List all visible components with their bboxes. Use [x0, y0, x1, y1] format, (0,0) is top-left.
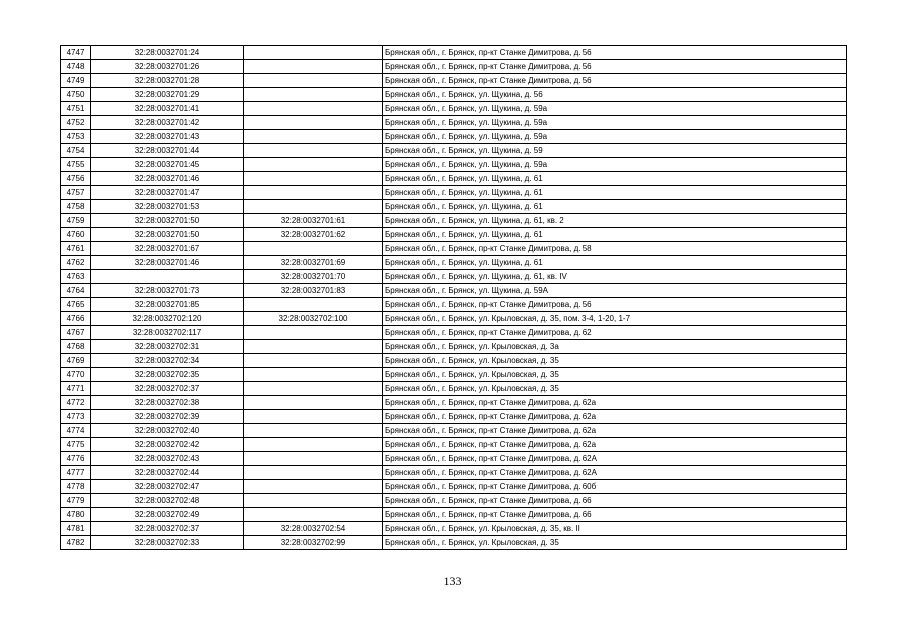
registry-table	[60, 45, 847, 550]
parent-cadastral-number-cell	[244, 452, 383, 466]
table-row	[61, 74, 847, 88]
parent-cadastral-number-cell	[244, 340, 383, 354]
parent-cadastral-number-cell: 32:28:0032702:54	[244, 522, 383, 536]
row-number-cell: 4769	[61, 354, 91, 368]
row-number-cell: 4752	[61, 116, 91, 130]
row-number-cell: 4764	[61, 284, 91, 298]
row-number-cell: 4749	[61, 74, 91, 88]
address-cell: Брянская обл., г. Брянск, пр-кт Станке Димитрова, д. 62а	[383, 396, 847, 410]
parent-cadastral-number-cell	[244, 130, 383, 144]
row-number-cell: 4766	[61, 312, 91, 326]
row-number-cell: 4776	[61, 452, 91, 466]
parent-cadastral-number-cell: 32:28:0032702:100	[244, 312, 383, 326]
parent-cadastral-number-cell	[244, 298, 383, 312]
address-cell: Брянская обл., г. Брянск, пр-кт Станке Димитрова, д. 56	[383, 60, 847, 74]
row-number-cell: 4758	[61, 200, 91, 214]
cadastral-number-cell: 32:28:0032702:42	[91, 438, 244, 452]
table-row	[61, 382, 847, 396]
cadastral-number-cell: 32:28:0032701:44	[91, 144, 244, 158]
parent-cadastral-number-cell	[244, 326, 383, 340]
parent-cadastral-number-cell	[244, 116, 383, 130]
cadastral-number-cell: 32:28:0032702:47	[91, 480, 244, 494]
table-row	[61, 424, 847, 438]
cadastral-number-cell: 32:28:0032701:42	[91, 116, 244, 130]
row-number-cell: 4780	[61, 508, 91, 522]
table-row	[61, 354, 847, 368]
row-number-cell: 4753	[61, 130, 91, 144]
table-row	[61, 466, 847, 480]
cadastral-number-cell: 32:28:0032701:46	[91, 172, 244, 186]
row-number-cell: 4779	[61, 494, 91, 508]
parent-cadastral-number-cell	[244, 354, 383, 368]
address-cell: Брянская обл., г. Брянск, ул. Щукина, д. 61	[383, 172, 847, 186]
parent-cadastral-number-cell: 32:28:0032701:83	[244, 284, 383, 298]
address-cell: Брянская обл., г. Брянск, пр-кт Станке Димитрова, д. 66	[383, 508, 847, 522]
row-number-cell: 4760	[61, 228, 91, 242]
address-cell: Брянская обл., г. Брянск, ул. Щукина, д. 56	[383, 88, 847, 102]
address-cell: Брянская обл., г. Брянск, ул. Щукина, д. 59а	[383, 130, 847, 144]
parent-cadastral-number-cell	[244, 74, 383, 88]
table-row	[61, 200, 847, 214]
row-number-cell: 4759	[61, 214, 91, 228]
table-row	[61, 438, 847, 452]
parent-cadastral-number-cell	[244, 60, 383, 74]
address-cell: Брянская обл., г. Брянск, ул. Крыловская, д. 35	[383, 382, 847, 396]
table-row	[61, 102, 847, 116]
row-number-cell: 4781	[61, 522, 91, 536]
row-number-cell: 4768	[61, 340, 91, 354]
table-row	[61, 536, 847, 550]
address-cell: Брянская обл., г. Брянск, ул. Щукина, д. 59А	[383, 284, 847, 298]
table-row	[61, 508, 847, 522]
parent-cadastral-number-cell	[244, 88, 383, 102]
address-cell: Брянская обл., г. Брянск, ул. Щукина, д. 61	[383, 228, 847, 242]
cadastral-number-cell: 32:28:0032701:67	[91, 242, 244, 256]
cadastral-number-cell: 32:28:0032701:50	[91, 228, 244, 242]
cadastral-number-cell: 32:28:0032702:39	[91, 410, 244, 424]
cadastral-number-cell: 32:28:0032701:45	[91, 158, 244, 172]
table-row	[61, 46, 847, 60]
cadastral-number-cell: 32:28:0032701:26	[91, 60, 244, 74]
address-cell: Брянская обл., г. Брянск, ул. Щукина, д. 61	[383, 200, 847, 214]
address-cell: Брянская обл., г. Брянск, ул. Крыловская, д. 35	[383, 368, 847, 382]
address-cell: Брянская обл., г. Брянск, ул. Щукина, д. 59а	[383, 116, 847, 130]
address-cell: Брянская обл., г. Брянск, ул. Щукина, д. 61	[383, 256, 847, 270]
row-number-cell: 4775	[61, 438, 91, 452]
parent-cadastral-number-cell: 32:28:0032701:61	[244, 214, 383, 228]
address-cell: Брянская обл., г. Брянск, пр-кт Станке Димитрова, д. 62а	[383, 424, 847, 438]
address-cell: Брянская обл., г. Брянск, пр-кт Станке Димитрова, д. 62а	[383, 410, 847, 424]
row-number-cell: 4748	[61, 60, 91, 74]
row-number-cell: 4772	[61, 396, 91, 410]
registry-table-body	[61, 46, 847, 550]
table-row	[61, 158, 847, 172]
row-number-cell: 4770	[61, 368, 91, 382]
address-cell: Брянская обл., г. Брянск, пр-кт Станке Димитрова, д. 62	[383, 326, 847, 340]
parent-cadastral-number-cell	[244, 368, 383, 382]
table-row	[61, 130, 847, 144]
row-number-cell: 4747	[61, 46, 91, 60]
table-row	[61, 186, 847, 200]
cadastral-number-cell: 32:28:0032702:44	[91, 466, 244, 480]
table-row	[61, 242, 847, 256]
row-number-cell: 4762	[61, 256, 91, 270]
cadastral-number-cell: 32:28:0032702:38	[91, 396, 244, 410]
parent-cadastral-number-cell: 32:28:0032701:69	[244, 256, 383, 270]
address-cell: Брянская обл., г. Брянск, ул. Крыловская, д. 35, кв. II	[383, 522, 847, 536]
cadastral-number-cell: 32:28:0032702:34	[91, 354, 244, 368]
table-row	[61, 340, 847, 354]
address-cell: Брянская обл., г. Брянск, пр-кт Станке Димитрова, д. 62а	[383, 438, 847, 452]
cadastral-number-cell: 32:28:0032701:47	[91, 186, 244, 200]
parent-cadastral-number-cell	[244, 410, 383, 424]
row-number-cell: 4767	[61, 326, 91, 340]
cadastral-number-cell: 32:28:0032701:50	[91, 214, 244, 228]
address-cell: Брянская обл., г. Брянск, ул. Крыловская, д. 35, пом. 3-4, 1-20, 1-7	[383, 312, 847, 326]
table-row	[61, 172, 847, 186]
cadastral-number-cell: 32:28:0032701:46	[91, 256, 244, 270]
address-cell: Брянская обл., г. Брянск, пр-кт Станке Димитрова, д. 66	[383, 494, 847, 508]
cadastral-number-cell: 32:28:0032701:28	[91, 74, 244, 88]
table-row	[61, 270, 847, 284]
table-row	[61, 312, 847, 326]
cadastral-number-cell: 32:28:0032701:53	[91, 200, 244, 214]
table-row	[61, 284, 847, 298]
parent-cadastral-number-cell	[244, 424, 383, 438]
address-cell: Брянская обл., г. Брянск, ул. Крыловская, д. 35	[383, 354, 847, 368]
parent-cadastral-number-cell	[244, 144, 383, 158]
address-cell: Брянская обл., г. Брянск, пр-кт Станке Димитрова, д. 62А	[383, 466, 847, 480]
parent-cadastral-number-cell: 32:28:0032701:70	[244, 270, 383, 284]
row-number-cell: 4782	[61, 536, 91, 550]
cadastral-number-cell: 32:28:0032702:37	[91, 522, 244, 536]
parent-cadastral-number-cell: 32:28:0032702:99	[244, 536, 383, 550]
table-row	[61, 396, 847, 410]
row-number-cell: 4771	[61, 382, 91, 396]
address-cell: Брянская обл., г. Брянск, ул. Щукина, д. 61, кв. 2	[383, 214, 847, 228]
cadastral-number-cell: 32:28:0032702:33	[91, 536, 244, 550]
cadastral-number-cell: 32:28:0032701:73	[91, 284, 244, 298]
cadastral-number-cell: 32:28:0032701:43	[91, 130, 244, 144]
parent-cadastral-number-cell	[244, 508, 383, 522]
row-number-cell: 4774	[61, 424, 91, 438]
address-cell: Брянская обл., г. Брянск, ул. Крыловская, д. 3а	[383, 340, 847, 354]
parent-cadastral-number-cell	[244, 494, 383, 508]
cadastral-number-cell: 32:28:0032702:37	[91, 382, 244, 396]
table-row	[61, 88, 847, 102]
address-cell: Брянская обл., г. Брянск, пр-кт Станке Димитрова, д. 58	[383, 242, 847, 256]
parent-cadastral-number-cell	[244, 102, 383, 116]
table-row	[61, 116, 847, 130]
cadastral-number-cell: 32:28:0032702:49	[91, 508, 244, 522]
row-number-cell: 4756	[61, 172, 91, 186]
table-row	[61, 214, 847, 228]
parent-cadastral-number-cell	[244, 480, 383, 494]
table-row	[61, 410, 847, 424]
parent-cadastral-number-cell	[244, 172, 383, 186]
row-number-cell: 4755	[61, 158, 91, 172]
row-number-cell: 4778	[61, 480, 91, 494]
row-number-cell: 4777	[61, 466, 91, 480]
address-cell: Брянская обл., г. Брянск, ул. Щукина, д. 59	[383, 144, 847, 158]
table-row	[61, 60, 847, 74]
parent-cadastral-number-cell	[244, 158, 383, 172]
row-number-cell: 4773	[61, 410, 91, 424]
cadastral-number-cell: 32:28:0032701:41	[91, 102, 244, 116]
page-number: 133	[443, 574, 462, 588]
address-cell: Брянская обл., г. Брянск, ул. Крыловская, д. 35	[383, 536, 847, 550]
address-cell: Брянская обл., г. Брянск, ул. Щукина, д. 61, кв. IV	[383, 270, 847, 284]
address-cell: Брянская обл., г. Брянск, пр-кт Станке Димитрова, д. 56	[383, 46, 847, 60]
table-row	[61, 368, 847, 382]
table-row	[61, 494, 847, 508]
row-number-cell: 4754	[61, 144, 91, 158]
table-row	[61, 256, 847, 270]
address-cell: Брянская обл., г. Брянск, пр-кт Станке Димитрова, д. 62А	[383, 452, 847, 466]
address-cell: Брянская обл., г. Брянск, пр-кт Станке Димитрова, д. 56	[383, 298, 847, 312]
cadastral-number-cell: 32:28:0032701:24	[91, 46, 244, 60]
cadastral-number-cell: 32:28:0032702:31	[91, 340, 244, 354]
cadastral-number-cell: 32:28:0032702:117	[91, 326, 244, 340]
parent-cadastral-number-cell	[244, 46, 383, 60]
parent-cadastral-number-cell	[244, 186, 383, 200]
address-cell: Брянская обл., г. Брянск, пр-кт Станке Димитрова, д. 60б	[383, 480, 847, 494]
row-number-cell: 4765	[61, 298, 91, 312]
table-row	[61, 326, 847, 340]
table-row	[61, 522, 847, 536]
cadastral-number-cell: 32:28:0032702:40	[91, 424, 244, 438]
row-number-cell: 4761	[61, 242, 91, 256]
cadastral-number-cell: 32:28:0032702:35	[91, 368, 244, 382]
table-row	[61, 144, 847, 158]
row-number-cell: 4750	[61, 88, 91, 102]
address-cell: Брянская обл., г. Брянск, ул. Щукина, д. 61	[383, 186, 847, 200]
table-row	[61, 228, 847, 242]
table-row	[61, 452, 847, 466]
row-number-cell: 4751	[61, 102, 91, 116]
parent-cadastral-number-cell	[244, 438, 383, 452]
address-cell: Брянская обл., г. Брянск, пр-кт Станке Димитрова, д. 56	[383, 74, 847, 88]
table-row	[61, 480, 847, 494]
parent-cadastral-number-cell	[244, 396, 383, 410]
parent-cadastral-number-cell	[244, 200, 383, 214]
cadastral-number-cell: 32:28:0032702:48	[91, 494, 244, 508]
parent-cadastral-number-cell: 32:28:0032701:62	[244, 228, 383, 242]
table-row	[61, 298, 847, 312]
cadastral-number-cell: 32:28:0032701:85	[91, 298, 244, 312]
address-cell: Брянская обл., г. Брянск, ул. Щукина, д. 59а	[383, 158, 847, 172]
parent-cadastral-number-cell	[244, 466, 383, 480]
row-number-cell: 4757	[61, 186, 91, 200]
cadastral-number-cell: 32:28:0032702:120	[91, 312, 244, 326]
cadastral-number-cell: 32:28:0032702:43	[91, 452, 244, 466]
row-number-cell: 4763	[61, 270, 91, 284]
cadastral-number-cell	[91, 270, 244, 284]
cadastral-number-cell: 32:28:0032701:29	[91, 88, 244, 102]
parent-cadastral-number-cell	[244, 382, 383, 396]
address-cell: Брянская обл., г. Брянск, ул. Щукина, д. 59а	[383, 102, 847, 116]
parent-cadastral-number-cell	[244, 242, 383, 256]
